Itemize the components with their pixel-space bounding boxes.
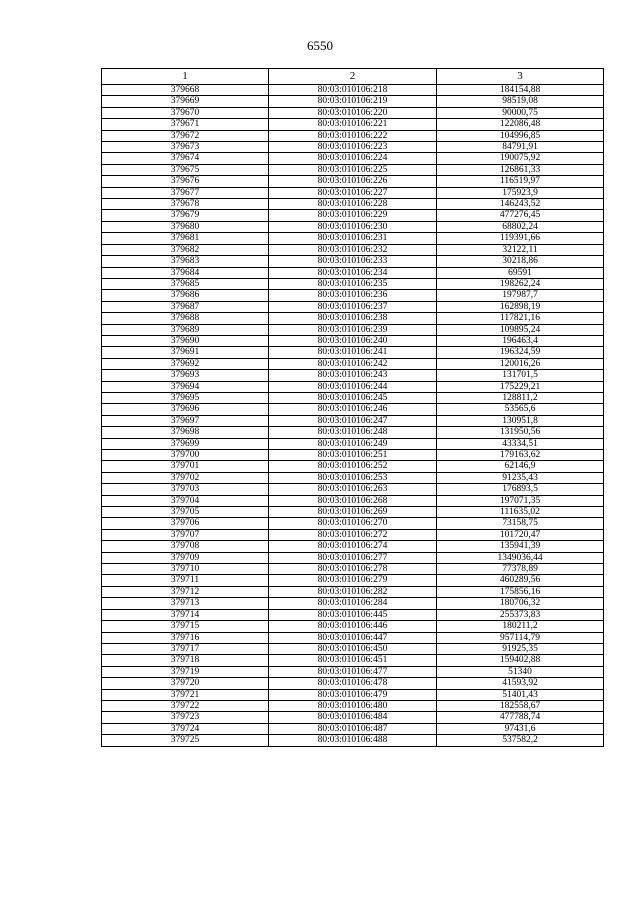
row-number-cell: 379714: [102, 609, 269, 620]
value-cell: 53565,6: [437, 404, 604, 415]
row-number-cell: 379682: [102, 244, 269, 255]
table-row: [102, 256, 604, 267]
row-number-cell: 379680: [102, 221, 269, 232]
table-row: [102, 358, 604, 369]
cadastral-number-cell: 80:03:010106:231: [269, 233, 437, 244]
row-number-cell: 379693: [102, 370, 269, 381]
cadastral-number-cell: 80:03:010106:487: [269, 723, 437, 734]
row-number-cell: 379702: [102, 472, 269, 483]
value-cell: 176893,5: [437, 484, 604, 495]
table-row: [102, 164, 604, 175]
table-row: [102, 244, 604, 255]
row-number-cell: 379725: [102, 735, 269, 746]
value-cell: 122086,48: [437, 119, 604, 130]
value-cell: 180211,2: [437, 621, 604, 632]
cadastral-number-cell: 80:03:010106:241: [269, 347, 437, 358]
table-row: [102, 507, 604, 518]
table-row: [102, 586, 604, 597]
cadastral-number-cell: 80:03:010106:253: [269, 472, 437, 483]
cadastral-number-cell: 80:03:010106:272: [269, 529, 437, 540]
value-cell: 196463,4: [437, 335, 604, 346]
row-number-cell: 379722: [102, 700, 269, 711]
cadastral-number-cell: 80:03:010106:274: [269, 541, 437, 552]
row-number-cell: 379724: [102, 723, 269, 734]
table-row: [102, 643, 604, 654]
value-cell: 135941,39: [437, 541, 604, 552]
table-row: [102, 712, 604, 723]
cadastral-number-cell: 80:03:010106:221: [269, 119, 437, 130]
row-number-cell: 379670: [102, 107, 269, 118]
row-number-cell: 379672: [102, 130, 269, 141]
row-number-cell: 379675: [102, 164, 269, 175]
table-row: [102, 495, 604, 506]
row-number-cell: 379711: [102, 575, 269, 586]
row-number-cell: 379699: [102, 438, 269, 449]
table-row: [102, 233, 604, 244]
row-number-cell: 379669: [102, 96, 269, 107]
cadastral-number-cell: 80:03:010106:218: [269, 85, 437, 96]
value-cell: 198262,24: [437, 278, 604, 289]
table-row: [102, 381, 604, 392]
cadastral-number-cell: 80:03:010106:251: [269, 450, 437, 461]
table-row: [102, 461, 604, 472]
row-number-cell: 379703: [102, 484, 269, 495]
value-cell: 84791,91: [437, 142, 604, 153]
value-cell: 175923,9: [437, 187, 604, 198]
row-number-cell: 379708: [102, 541, 269, 552]
row-number-cell: 379686: [102, 290, 269, 301]
cadastral-number-cell: 80:03:010106:284: [269, 598, 437, 609]
row-number-cell: 379688: [102, 313, 269, 324]
table-row: [102, 655, 604, 666]
row-number-cell: 379694: [102, 381, 269, 392]
value-cell: 128811,2: [437, 392, 604, 403]
row-number-cell: 379696: [102, 404, 269, 415]
value-cell: 119391,66: [437, 233, 604, 244]
row-number-cell: 379681: [102, 233, 269, 244]
value-cell: 101720,47: [437, 529, 604, 540]
table-row: [102, 723, 604, 734]
row-number-cell: 379719: [102, 666, 269, 677]
cadastral-number-cell: 80:03:010106:243: [269, 370, 437, 381]
row-number-cell: 379723: [102, 712, 269, 723]
table-row: [102, 450, 604, 461]
table-row: [102, 415, 604, 426]
cadastral-number-cell: 80:03:010106:232: [269, 244, 437, 255]
value-cell: 69591: [437, 267, 604, 278]
cadastral-number-cell: 80:03:010106:240: [269, 335, 437, 346]
cadastral-number-cell: 80:03:010106:234: [269, 267, 437, 278]
page-number: 6550: [307, 38, 333, 53]
value-cell: 77378,89: [437, 564, 604, 575]
value-cell: 175856,16: [437, 586, 604, 597]
cadastral-number-cell: 80:03:010106:244: [269, 381, 437, 392]
value-cell: 182558,67: [437, 700, 604, 711]
table-body: [102, 85, 604, 747]
table-row: [102, 392, 604, 403]
table-row: [102, 210, 604, 221]
cadastral-number-cell: 80:03:010106:278: [269, 564, 437, 575]
cadastral-number-cell: 80:03:010106:445: [269, 609, 437, 620]
data-table: [101, 68, 604, 747]
cadastral-number-cell: 80:03:010106:236: [269, 290, 437, 301]
value-cell: 120016,26: [437, 358, 604, 369]
row-number-cell: 379710: [102, 564, 269, 575]
table-row: [102, 427, 604, 438]
cadastral-number-cell: 80:03:010106:228: [269, 199, 437, 210]
cadastral-number-cell: 80:03:010106:480: [269, 700, 437, 711]
table-row: [102, 598, 604, 609]
row-number-cell: 379706: [102, 518, 269, 529]
value-cell: 109895,24: [437, 324, 604, 335]
row-number-cell: 379673: [102, 142, 269, 153]
cadastral-number-cell: 80:03:010106:263: [269, 484, 437, 495]
value-cell: 51340: [437, 666, 604, 677]
value-cell: 68802,24: [437, 221, 604, 232]
table-row: [102, 153, 604, 164]
table-row: [102, 678, 604, 689]
row-number-cell: 379717: [102, 643, 269, 654]
cadastral-number-cell: 80:03:010106:488: [269, 735, 437, 746]
table-row: [102, 575, 604, 586]
value-cell: 537582,2: [437, 735, 604, 746]
value-cell: 30218,86: [437, 256, 604, 267]
table-row: [102, 324, 604, 335]
value-cell: 197987,7: [437, 290, 604, 301]
table-row: [102, 472, 604, 483]
cadastral-number-cell: 80:03:010106:222: [269, 130, 437, 141]
value-cell: 117821,16: [437, 313, 604, 324]
row-number-cell: 379705: [102, 507, 269, 518]
table-row: [102, 529, 604, 540]
row-number-cell: 379691: [102, 347, 269, 358]
table-row: [102, 564, 604, 575]
row-number-cell: 379697: [102, 415, 269, 426]
table-row: [102, 278, 604, 289]
table-row: [102, 335, 604, 346]
table-row: [102, 187, 604, 198]
cadastral-number-cell: 80:03:010106:270: [269, 518, 437, 529]
table-row: [102, 621, 604, 632]
table-row: [102, 735, 604, 746]
value-cell: 97431,6: [437, 723, 604, 734]
row-number-cell: 379683: [102, 256, 269, 267]
table-row: [102, 142, 604, 153]
row-number-cell: 379695: [102, 392, 269, 403]
value-cell: 196324,59: [437, 347, 604, 358]
table-row: [102, 85, 604, 96]
value-cell: 116519,97: [437, 176, 604, 187]
row-number-cell: 379679: [102, 210, 269, 221]
table-row: [102, 632, 604, 643]
cadastral-number-cell: 80:03:010106:246: [269, 404, 437, 415]
cadastral-number-cell: 80:03:010106:227: [269, 187, 437, 198]
table-row: [102, 301, 604, 312]
value-cell: 255373,83: [437, 609, 604, 620]
row-number-cell: 379707: [102, 529, 269, 540]
cadastral-number-cell: 80:03:010106:225: [269, 164, 437, 175]
cadastral-number-cell: 80:03:010106:248: [269, 427, 437, 438]
cadastral-number-cell: 80:03:010106:235: [269, 278, 437, 289]
cadastral-number-cell: 80:03:010106:277: [269, 552, 437, 563]
table-row: [102, 438, 604, 449]
row-number-cell: 379713: [102, 598, 269, 609]
column-header-2: 2: [269, 69, 437, 85]
value-cell: 175229,21: [437, 381, 604, 392]
table-row: [102, 313, 604, 324]
cadastral-number-cell: 80:03:010106:233: [269, 256, 437, 267]
value-cell: 130951,8: [437, 415, 604, 426]
cadastral-number-cell: 80:03:010106:269: [269, 507, 437, 518]
row-number-cell: 379677: [102, 187, 269, 198]
row-number-cell: 379700: [102, 450, 269, 461]
table-row: [102, 370, 604, 381]
row-number-cell: 379701: [102, 461, 269, 472]
cadastral-number-cell: 80:03:010106:230: [269, 221, 437, 232]
cadastral-number-cell: 80:03:010106:226: [269, 176, 437, 187]
cadastral-number-cell: 80:03:010106:268: [269, 495, 437, 506]
cadastral-number-cell: 80:03:010106:450: [269, 643, 437, 654]
table-row: [102, 290, 604, 301]
table-header-row: [102, 69, 604, 85]
value-cell: 131701,5: [437, 370, 604, 381]
table-row: [102, 119, 604, 130]
value-cell: 184154,88: [437, 85, 604, 96]
value-cell: 477788,74: [437, 712, 604, 723]
table-row: [102, 666, 604, 677]
cadastral-number-cell: 80:03:010106:238: [269, 313, 437, 324]
table-row: [102, 609, 604, 620]
table-row: [102, 347, 604, 358]
cadastral-number-cell: 80:03:010106:451: [269, 655, 437, 666]
cadastral-number-cell: 80:03:010106:252: [269, 461, 437, 472]
row-number-cell: 379712: [102, 586, 269, 597]
row-number-cell: 379718: [102, 655, 269, 666]
value-cell: 32122,11: [437, 244, 604, 255]
value-cell: 162898,19: [437, 301, 604, 312]
cadastral-number-cell: 80:03:010106:478: [269, 678, 437, 689]
value-cell: 98519,08: [437, 96, 604, 107]
value-cell: 179163,62: [437, 450, 604, 461]
row-number-cell: 379704: [102, 495, 269, 506]
row-number-cell: 379692: [102, 358, 269, 369]
row-number-cell: 379684: [102, 267, 269, 278]
row-number-cell: 379687: [102, 301, 269, 312]
value-cell: 41593,92: [437, 678, 604, 689]
table-row: [102, 130, 604, 141]
value-cell: 477276,45: [437, 210, 604, 221]
row-number-cell: 379674: [102, 153, 269, 164]
table-row: [102, 267, 604, 278]
value-cell: 146243,52: [437, 199, 604, 210]
cadastral-number-cell: 80:03:010106:223: [269, 142, 437, 153]
cadastral-number-cell: 80:03:010106:242: [269, 358, 437, 369]
cadastral-number-cell: 80:03:010106:447: [269, 632, 437, 643]
row-number-cell: 379720: [102, 678, 269, 689]
value-cell: 159402,88: [437, 655, 604, 666]
table-row: [102, 484, 604, 495]
row-number-cell: 379668: [102, 85, 269, 96]
value-cell: 126861,33: [437, 164, 604, 175]
cadastral-number-cell: 80:03:010106:446: [269, 621, 437, 632]
table-row: [102, 700, 604, 711]
row-number-cell: 379685: [102, 278, 269, 289]
cadastral-number-cell: 80:03:010106:479: [269, 689, 437, 700]
value-cell: 90000,75: [437, 107, 604, 118]
value-cell: 73158,75: [437, 518, 604, 529]
value-cell: 111635,02: [437, 507, 604, 518]
row-number-cell: 379715: [102, 621, 269, 632]
table-row: [102, 221, 604, 232]
column-header-1: 1: [102, 69, 269, 85]
row-number-cell: 379671: [102, 119, 269, 130]
table-row: [102, 552, 604, 563]
value-cell: 190075,92: [437, 153, 604, 164]
row-number-cell: 379698: [102, 427, 269, 438]
value-cell: 104996,85: [437, 130, 604, 141]
cadastral-number-cell: 80:03:010106:220: [269, 107, 437, 118]
table-row: [102, 96, 604, 107]
column-header-3: 3: [437, 69, 604, 85]
cadastral-number-cell: 80:03:010106:219: [269, 96, 437, 107]
cadastral-number-cell: 80:03:010106:245: [269, 392, 437, 403]
value-cell: 43334,51: [437, 438, 604, 449]
cadastral-number-cell: 80:03:010106:282: [269, 586, 437, 597]
cadastral-number-cell: 80:03:010106:239: [269, 324, 437, 335]
row-number-cell: 379721: [102, 689, 269, 700]
value-cell: 131950,56: [437, 427, 604, 438]
cadastral-number-cell: 80:03:010106:247: [269, 415, 437, 426]
row-number-cell: 379690: [102, 335, 269, 346]
value-cell: 460289,56: [437, 575, 604, 586]
value-cell: 197071,35: [437, 495, 604, 506]
table-row: [102, 176, 604, 187]
row-number-cell: 379689: [102, 324, 269, 335]
cadastral-number-cell: 80:03:010106:484: [269, 712, 437, 723]
cadastral-number-cell: 80:03:010106:229: [269, 210, 437, 221]
row-number-cell: 379716: [102, 632, 269, 643]
cadastral-number-cell: 80:03:010106:279: [269, 575, 437, 586]
cadastral-number-cell: 80:03:010106:477: [269, 666, 437, 677]
table-row: [102, 404, 604, 415]
value-cell: 62146,9: [437, 461, 604, 472]
cadastral-number-cell: 80:03:010106:224: [269, 153, 437, 164]
value-cell: 91235,43: [437, 472, 604, 483]
value-cell: 51401,43: [437, 689, 604, 700]
row-number-cell: 379709: [102, 552, 269, 563]
row-number-cell: 379678: [102, 199, 269, 210]
cadastral-number-cell: 80:03:010106:237: [269, 301, 437, 312]
table-row: [102, 689, 604, 700]
table-row: [102, 107, 604, 118]
table-row: [102, 518, 604, 529]
value-cell: 957114,79: [437, 632, 604, 643]
value-cell: 1349036,44: [437, 552, 604, 563]
table-row: [102, 541, 604, 552]
cadastral-number-cell: 80:03:010106:249: [269, 438, 437, 449]
value-cell: 180706,32: [437, 598, 604, 609]
row-number-cell: 379676: [102, 176, 269, 187]
table-row: [102, 199, 604, 210]
value-cell: 91925,35: [437, 643, 604, 654]
